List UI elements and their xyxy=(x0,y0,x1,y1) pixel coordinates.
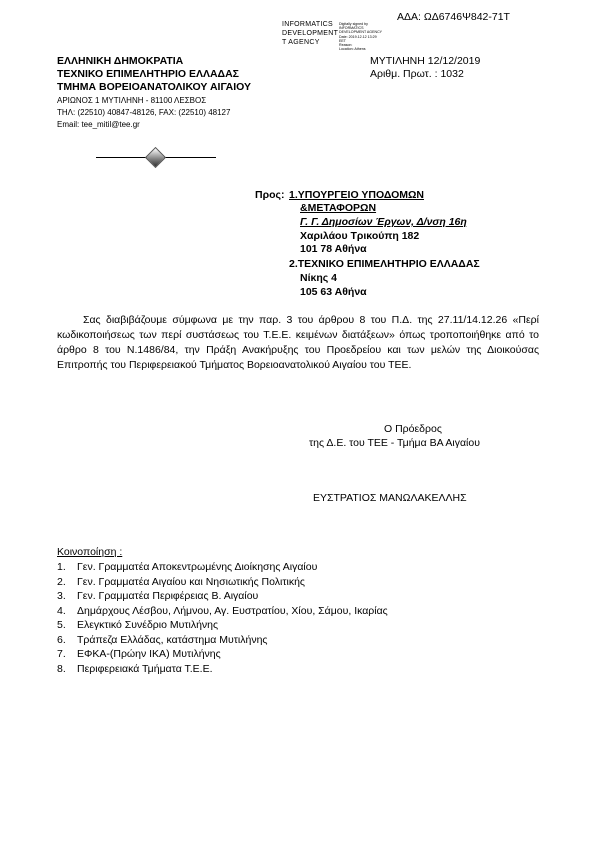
body-paragraph: Σας διαβιβάζουμε σύμφωνα με την παρ. 3 του άρθρου 8 του Π.Δ. της 27.11/14.12.26 «Περί κωδικοποιήσεως των περί συστάσεως του Τ.Ε.Ε. κειμένων διατάξεων» όπως τροποποιήθηκε από το άρθρο 8 του Ν.1486/84, την Πράξη Ανακήρυξης του Προεδρείου και των μελών της Διοικούσας Επιτροπής του Περιφερειακού Τμήματος Βορειοανατολικού Αιγαίου του ΤΕΕ. xyxy=(57,314,539,371)
recipient-1-line-2: &ΜΕΤΑΦΟΡΩΝ xyxy=(300,202,377,214)
list-item xyxy=(57,633,477,648)
distribution-list xyxy=(57,560,477,676)
list-item-number: 3. xyxy=(57,590,66,602)
list-item xyxy=(57,618,477,633)
list-item-text: Τράπεζα Ελλάδας, κατάστημα Μυτιλήνης xyxy=(77,633,268,646)
list-item-number: 5. xyxy=(57,619,66,631)
sender-line-3: ΤΜΗΜΑ ΒΟΡΕΙΟΑΝΑΤΟΛΙΚΟΥ ΑΙΓΑΙΟΥ xyxy=(57,81,252,93)
list-item-text: Ελεγκτικό Συνέδριο Μυτιλήνης xyxy=(77,619,219,631)
diamond-ornament-icon xyxy=(145,147,166,168)
stamp-line: DEVELOPMENT xyxy=(282,30,339,37)
signatory-name: ΕΥΣΤΡΑΤΙΟΣ ΜΑΝΩΛΑΚΕΛΛΗΣ xyxy=(313,492,467,504)
list-item-number: 7. xyxy=(57,648,66,660)
list-item xyxy=(57,647,477,662)
place-date: ΜΥΤΙΛΗΝΗ 12/12/2019 xyxy=(370,55,481,67)
list-item-text: Γεν. Γραμματέα Αποκεντρωμένης Διοίκησης Αιγαίου xyxy=(77,561,318,573)
list-item xyxy=(57,560,477,575)
list-item xyxy=(57,575,477,590)
recipient-1-line-4: Χαριλάου Τρικούπη 182 xyxy=(300,230,420,242)
list-item xyxy=(57,589,477,604)
list-item-number: 8. xyxy=(57,662,66,675)
stamp-small-text: Digitally signed by INFORMATICS DEVELOPMENT AGENCY Date: 2019.12.12 13:29 EET Reason: Location: Athens xyxy=(339,22,383,52)
recipient-1-line-1: 1.ΥΠΟΥΡΓΕΙΟ ΥΠΟΔΟΜΩΝ xyxy=(289,189,425,201)
sender-address: ΑΡΙΩΝΟΣ 1 ΜΥΤΙΛΗΝΗ - 81100 ΛΕΣΒΟΣ xyxy=(57,96,207,105)
list-item-text: Γεν. Γραμματέα Αιγαίου και Νησιωτικής Πολιτικής xyxy=(77,575,305,588)
recipient-1-line-5: 101 78 Αθήνα xyxy=(300,243,367,255)
list-item-text: Γεν. Γραμματέα Περιφέρειας Β. Αιγαίου xyxy=(77,590,259,602)
recipient-2-line-3: 105 63 Αθήνα xyxy=(300,286,367,298)
list-item-text: Δημάρχους Λέσβου, Λήμνου, Αγ. Ευστρατίου, Χίου, Σάμου, Ικαρίας xyxy=(77,604,388,617)
sender-phone: ΤΗΛ: (22510) 40847-48126, FAX: (22510) 48127 xyxy=(57,108,231,117)
sender-line-1: ΕΛΛΗΝΙΚΗ ΔΗΜΟΚΡΑΤΙΑ xyxy=(57,55,184,67)
list-item-number: 1. xyxy=(57,561,66,573)
protocol-number: Αριθμ. Πρωτ. : 1032 xyxy=(370,68,464,80)
recipients-label: Προς: xyxy=(255,189,285,201)
recipient-1-line-3: Γ. Γ. Δημοσίων Έργων, Δ/νση 16η xyxy=(300,216,467,228)
sender-email: Email: tee_mitil@tee.gr xyxy=(57,120,140,129)
recipient-2-line-1: 2.ΤΕΧΝΙΚΟ ΕΠΙΜΕΛΗΤΗΡΙΟ ΕΛΛΑΔΑΣ xyxy=(289,258,480,270)
signature-title: Ο Πρόεδρος xyxy=(384,423,442,435)
stamp-line: INFORMATICS xyxy=(282,21,334,28)
list-item-text: ΕΦΚΑ-(Πρώην ΙΚΑ) Μυτιλήνης xyxy=(77,648,221,660)
list-item-text: Περιφερειακά Τμήματα Τ.Ε.Ε. xyxy=(77,662,213,675)
sender-line-2: ΤΕΧΝΙΚΟ ΕΠΙΜΕΛΗΤΗΡΙΟ ΕΛΛΑΔΑΣ xyxy=(57,68,239,80)
list-item-number: 2. xyxy=(57,575,66,588)
distribution-heading: Κοινοποίηση : xyxy=(57,546,123,558)
recipient-2-line-2: Νίκης 4 xyxy=(300,272,337,284)
list-item-number: 6. xyxy=(57,633,66,646)
stamp-line: T AGENCY xyxy=(282,39,320,46)
list-item-number: 4. xyxy=(57,604,66,617)
signature-org: της Δ.Ε. του ΤΕΕ - Τμήμα ΒΑ Αιγαίου xyxy=(309,437,480,449)
ada-number: ΑΔΑ: ΩΔ6746Ψ842-71Τ xyxy=(397,11,510,23)
digital-signature-stamp xyxy=(282,21,402,52)
list-item xyxy=(57,662,477,677)
list-item xyxy=(57,604,477,619)
